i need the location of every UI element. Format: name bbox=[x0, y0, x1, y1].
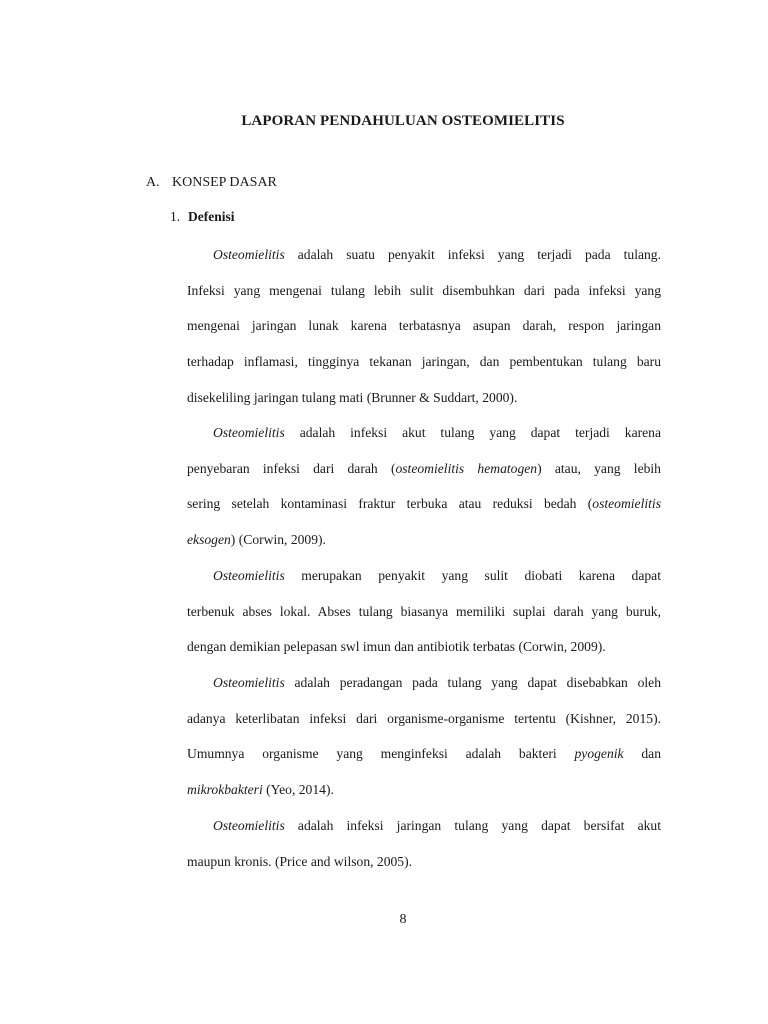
text-run: adalah peradangan pada tulang yang dapat disebabkan oleh bbox=[284, 675, 661, 690]
paragraph-line: disekeliling jaringan tulang mati (Brunner & Suddart, 2000). bbox=[187, 389, 518, 405]
paragraph-line bbox=[187, 522, 661, 558]
paragraph-line: Infeksi yang mengenai tulang lebih sulit disembuhkan dari pada infeksi yang bbox=[187, 282, 661, 298]
subsection-number: 1. bbox=[170, 209, 181, 224]
section-heading bbox=[146, 175, 277, 191]
paragraph-line: adanya keterlibatan infeksi dari organisme-organisme tertentu (Kishner, 2015). bbox=[187, 710, 661, 726]
paragraph-line: terhadap inflamasi, tingginya tekanan jaringan, dan pembentukan tulang baru bbox=[187, 354, 661, 370]
paragraph-line bbox=[187, 486, 661, 522]
term-pyogenik: pyogenik bbox=[574, 746, 624, 762]
text-run: merupakan penyakit yang sulit diobati karena dapat bbox=[284, 568, 661, 583]
paragraph-line: dengan demikian pelepasan swl imun dan antibiotik terbatas (Corwin, 2009). bbox=[187, 639, 606, 655]
paragraph-line bbox=[187, 415, 661, 451]
paragraph-line bbox=[187, 237, 661, 273]
text-run: dan bbox=[623, 746, 662, 762]
paragraph-3 bbox=[187, 558, 661, 665]
paragraph-5 bbox=[187, 808, 661, 879]
paragraph-line: terbenuk abses lokal. Abses tulang biasanya memiliki suplai darah yang buruk, bbox=[187, 603, 661, 619]
term-mikrokbakteri: mikrokbakteri bbox=[187, 782, 263, 798]
term-osteomielitis: Osteomielitis bbox=[213, 568, 285, 583]
paragraph-1 bbox=[187, 237, 661, 415]
paragraph-4 bbox=[187, 665, 661, 808]
paragraph-line bbox=[187, 558, 661, 594]
paragraph-line bbox=[187, 772, 661, 808]
text-run: sering setelah kontaminasi fraktur terbuka atau reduksi bedah ( bbox=[187, 496, 593, 512]
page-number: 8 bbox=[399, 912, 407, 927]
term-osteomielitis: Osteomielitis bbox=[213, 425, 285, 440]
term-osteomielitis: Osteomielitis bbox=[213, 247, 285, 262]
text-run: Umumnya organisme yang menginfeksi adalah bakteri bbox=[187, 746, 575, 762]
text-run: (Yeo, 2014). bbox=[262, 782, 334, 798]
text-run: adalah infeksi akut tulang yang dapat terjadi karena bbox=[284, 425, 661, 440]
subsection-label: Defenisi bbox=[188, 209, 235, 224]
term-osteomielitis: osteomielitis bbox=[592, 496, 661, 512]
term-osteomielitis: Osteomielitis bbox=[213, 818, 285, 833]
paragraph-line bbox=[187, 451, 661, 487]
term-eksogen: eksogen bbox=[187, 532, 231, 548]
text-run: penyebaran infeksi dari darah ( bbox=[187, 460, 396, 476]
paragraph-2 bbox=[187, 415, 661, 558]
text-run: adalah suatu penyakit infeksi yang terjadi pada tulang. bbox=[284, 247, 661, 262]
text-run: adalah infeksi jaringan tulang yang dapat bersifat akut bbox=[284, 818, 661, 833]
paragraph-line bbox=[187, 665, 661, 701]
paragraph-line bbox=[187, 736, 661, 772]
paragraph-line bbox=[187, 808, 661, 844]
text-run: ) (Corwin, 2009). bbox=[230, 532, 326, 548]
term-osteomielitis: Osteomielitis bbox=[213, 675, 285, 690]
section-letter: A. bbox=[146, 175, 160, 190]
paragraph-line: mengenai jaringan lunak karena terbatasnya asupan darah, respon jaringan bbox=[187, 318, 661, 334]
text-run: ) atau, yang lebih bbox=[537, 460, 661, 476]
term-hematogen: osteomielitis hematogen bbox=[395, 460, 538, 476]
section-label: KONSEP DASAR bbox=[172, 175, 277, 190]
paragraph-line: maupun kronis. (Price and wilson, 2005). bbox=[187, 853, 413, 869]
subsection-heading bbox=[170, 209, 235, 225]
document-title: LAPORAN PENDAHULUAN OSTEOMIELITIS bbox=[241, 113, 565, 129]
